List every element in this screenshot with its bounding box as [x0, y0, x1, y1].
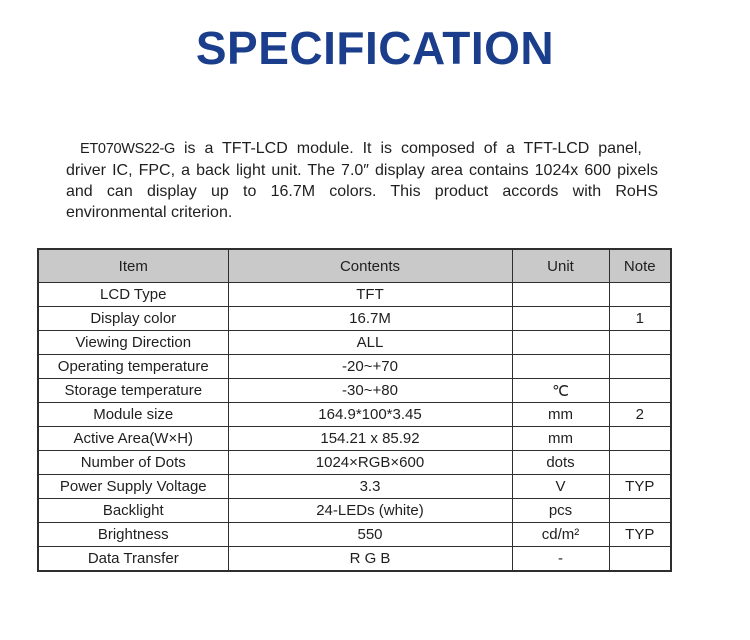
cell-note [609, 499, 671, 523]
cell-contents: TFT [228, 283, 512, 307]
cell-item: Brightness [38, 523, 228, 547]
table-row [38, 451, 671, 475]
description-line-1 [66, 138, 658, 160]
cell-unit: mm [512, 427, 609, 451]
cell-unit: pcs [512, 499, 609, 523]
cell-note: TYP [609, 523, 671, 547]
table-header-row [38, 249, 671, 283]
cell-item: Display color [38, 307, 228, 331]
cell-item: Module size [38, 403, 228, 427]
cell-contents: R G B [228, 547, 512, 572]
cell-item: Data Transfer [38, 547, 228, 572]
cell-contents: 550 [228, 523, 512, 547]
cell-note: 2 [609, 403, 671, 427]
header-cell-item: Item [38, 249, 228, 283]
cell-contents: 164.9*100*3.45 [228, 403, 512, 427]
table-row [38, 547, 671, 572]
description-line-1-text: is a TFT-LCD module. It is composed of a TFT-LCD panel, [175, 140, 642, 157]
product-description [66, 138, 658, 223]
cell-item: Viewing Direction [38, 331, 228, 355]
cell-unit: - [512, 547, 609, 572]
cell-unit: ℃ [512, 379, 609, 403]
table-row [38, 379, 671, 403]
description-line-3: and can display up to 16.7M colors. This product accords with RoHS [66, 183, 658, 200]
cell-note [609, 379, 671, 403]
cell-note: 1 [609, 307, 671, 331]
header-cell-unit: Unit [512, 249, 609, 283]
table-row [38, 331, 671, 355]
table-row [38, 307, 671, 331]
cell-contents: 154.21 x 85.92 [228, 427, 512, 451]
cell-unit: V [512, 475, 609, 499]
model-number: ET070WS22-G [80, 141, 176, 157]
cell-contents: 24-LEDs (white) [228, 499, 512, 523]
table-row [38, 427, 671, 451]
header-cell-contents: Contents [228, 249, 512, 283]
header-cell-note: Note [609, 249, 671, 283]
table-row [38, 283, 671, 307]
cell-note [609, 547, 671, 572]
cell-unit [512, 331, 609, 355]
table-row [38, 499, 671, 523]
specification-page [0, 22, 750, 640]
cell-unit: mm [512, 403, 609, 427]
cell-contents: 16.7M [228, 307, 512, 331]
cell-unit: dots [512, 451, 609, 475]
table-row [38, 355, 671, 379]
cell-unit [512, 355, 609, 379]
cell-note [609, 355, 671, 379]
table-row [38, 523, 671, 547]
cell-item: Storage temperature [38, 379, 228, 403]
cell-note [609, 427, 671, 451]
description-line-4: environmental criterion. [66, 204, 233, 221]
cell-item: Operating temperature [38, 355, 228, 379]
cell-contents: 1024×RGB×600 [228, 451, 512, 475]
cell-unit: cd/m² [512, 523, 609, 547]
cell-contents: ALL [228, 331, 512, 355]
cell-contents: -20~+70 [228, 355, 512, 379]
cell-note [609, 451, 671, 475]
table-row [38, 403, 671, 427]
description-line-2: driver IC, FPC, a back light unit. The 7.0″ display area contains 1024x 600 pixels [66, 162, 658, 179]
cell-note [609, 283, 671, 307]
table-row [38, 475, 671, 499]
cell-item: Number of Dots [38, 451, 228, 475]
specification-table [37, 248, 672, 572]
cell-contents: 3.3 [228, 475, 512, 499]
cell-item: Active Area(W×H) [38, 427, 228, 451]
cell-unit [512, 283, 609, 307]
cell-item: Power Supply Voltage [38, 475, 228, 499]
cell-unit [512, 307, 609, 331]
page-title: SPECIFICATION [195, 22, 555, 74]
cell-note [609, 331, 671, 355]
cell-contents: -30~+80 [228, 379, 512, 403]
cell-note: TYP [609, 475, 671, 499]
cell-item: Backlight [38, 499, 228, 523]
cell-item: LCD Type [38, 283, 228, 307]
